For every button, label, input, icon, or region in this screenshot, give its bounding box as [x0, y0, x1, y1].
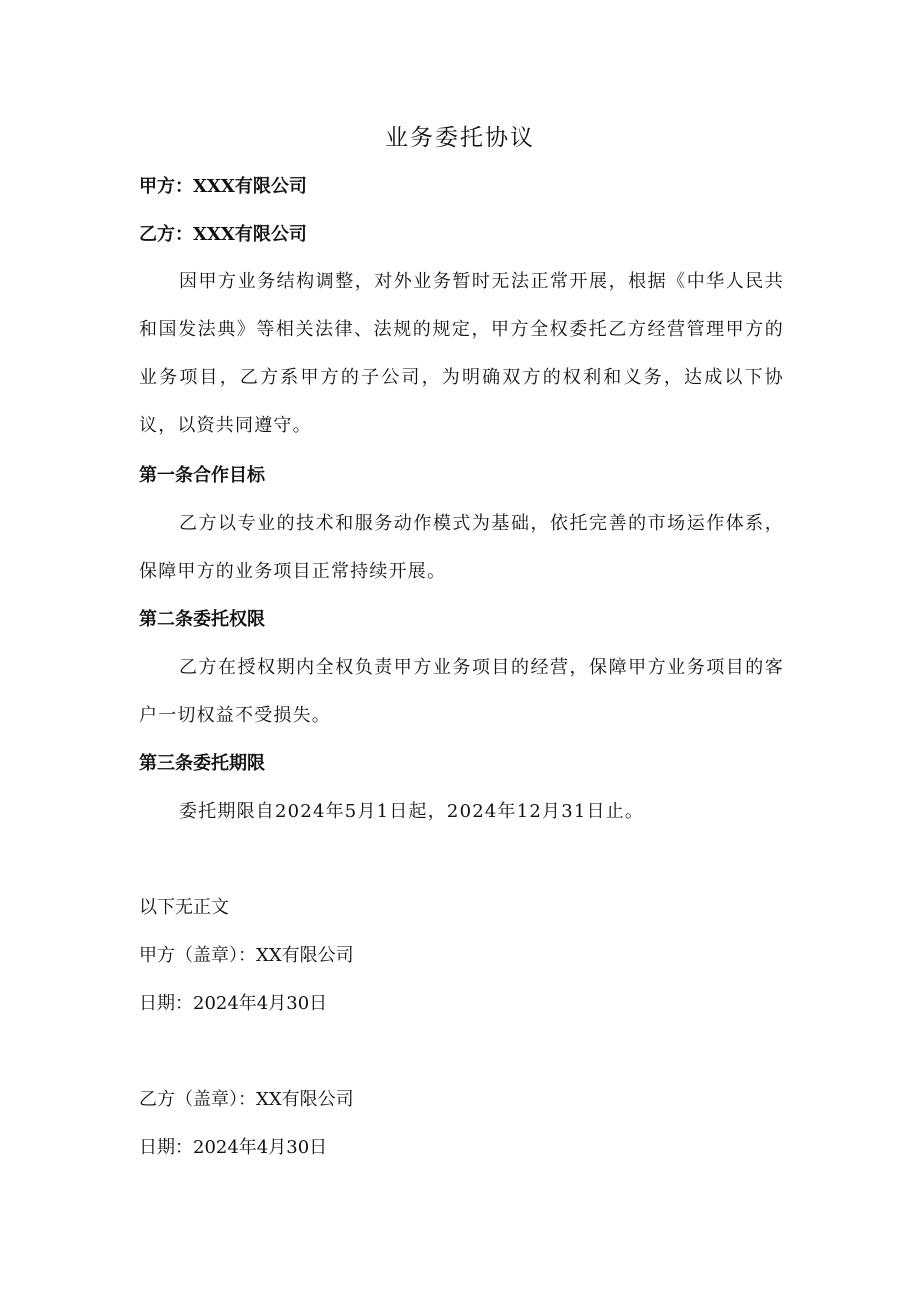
article-3-heading: 第三条委托期限: [139, 753, 265, 774]
end-note: 以下无正文: [139, 897, 229, 918]
article-1-heading: 第一条合作目标: [139, 465, 265, 486]
party-a-signature: 甲方（盖章）：XX有限公司: [139, 945, 354, 966]
party-b-date: 日期：2024年4月30日: [139, 1137, 328, 1158]
party-a-line: 甲方：XXX有限公司: [139, 176, 307, 197]
article-1-text: 乙方以专业的技术和服务动作模式为基础，依托完善的市场运作体系，保障甲方的业务项目正常持续开展。: [139, 513, 784, 582]
article-2-text: 乙方在授权期内全权负责甲方业务项目的经营，保障甲方业务项目的客户一切权益不受损失。: [139, 657, 784, 726]
article-3-text: 委托期限自2024年5月1日起，2024年12月31日止。: [179, 801, 645, 822]
party-b-line: 乙方：XXX有限公司: [139, 224, 307, 245]
party-b-signature: 乙方（盖章）：XX有限公司: [139, 1089, 354, 1110]
party-a-date: 日期：2024年4月30日: [139, 993, 328, 1014]
article-2-heading: 第二条委托权限: [139, 609, 265, 630]
document-title: 业务委托协议: [385, 125, 535, 151]
preamble-paragraph: 因甲方业务结构调整，对外业务暂时无法正常开展，根据《中华人民共和国发法典》等相关法律、法规的规定，甲方全权委托乙方经营管理甲方的业务项目，乙方系甲方的子公司，为明确双方的权利和义务，达成以下协议，以资共同遵守。: [139, 271, 784, 436]
